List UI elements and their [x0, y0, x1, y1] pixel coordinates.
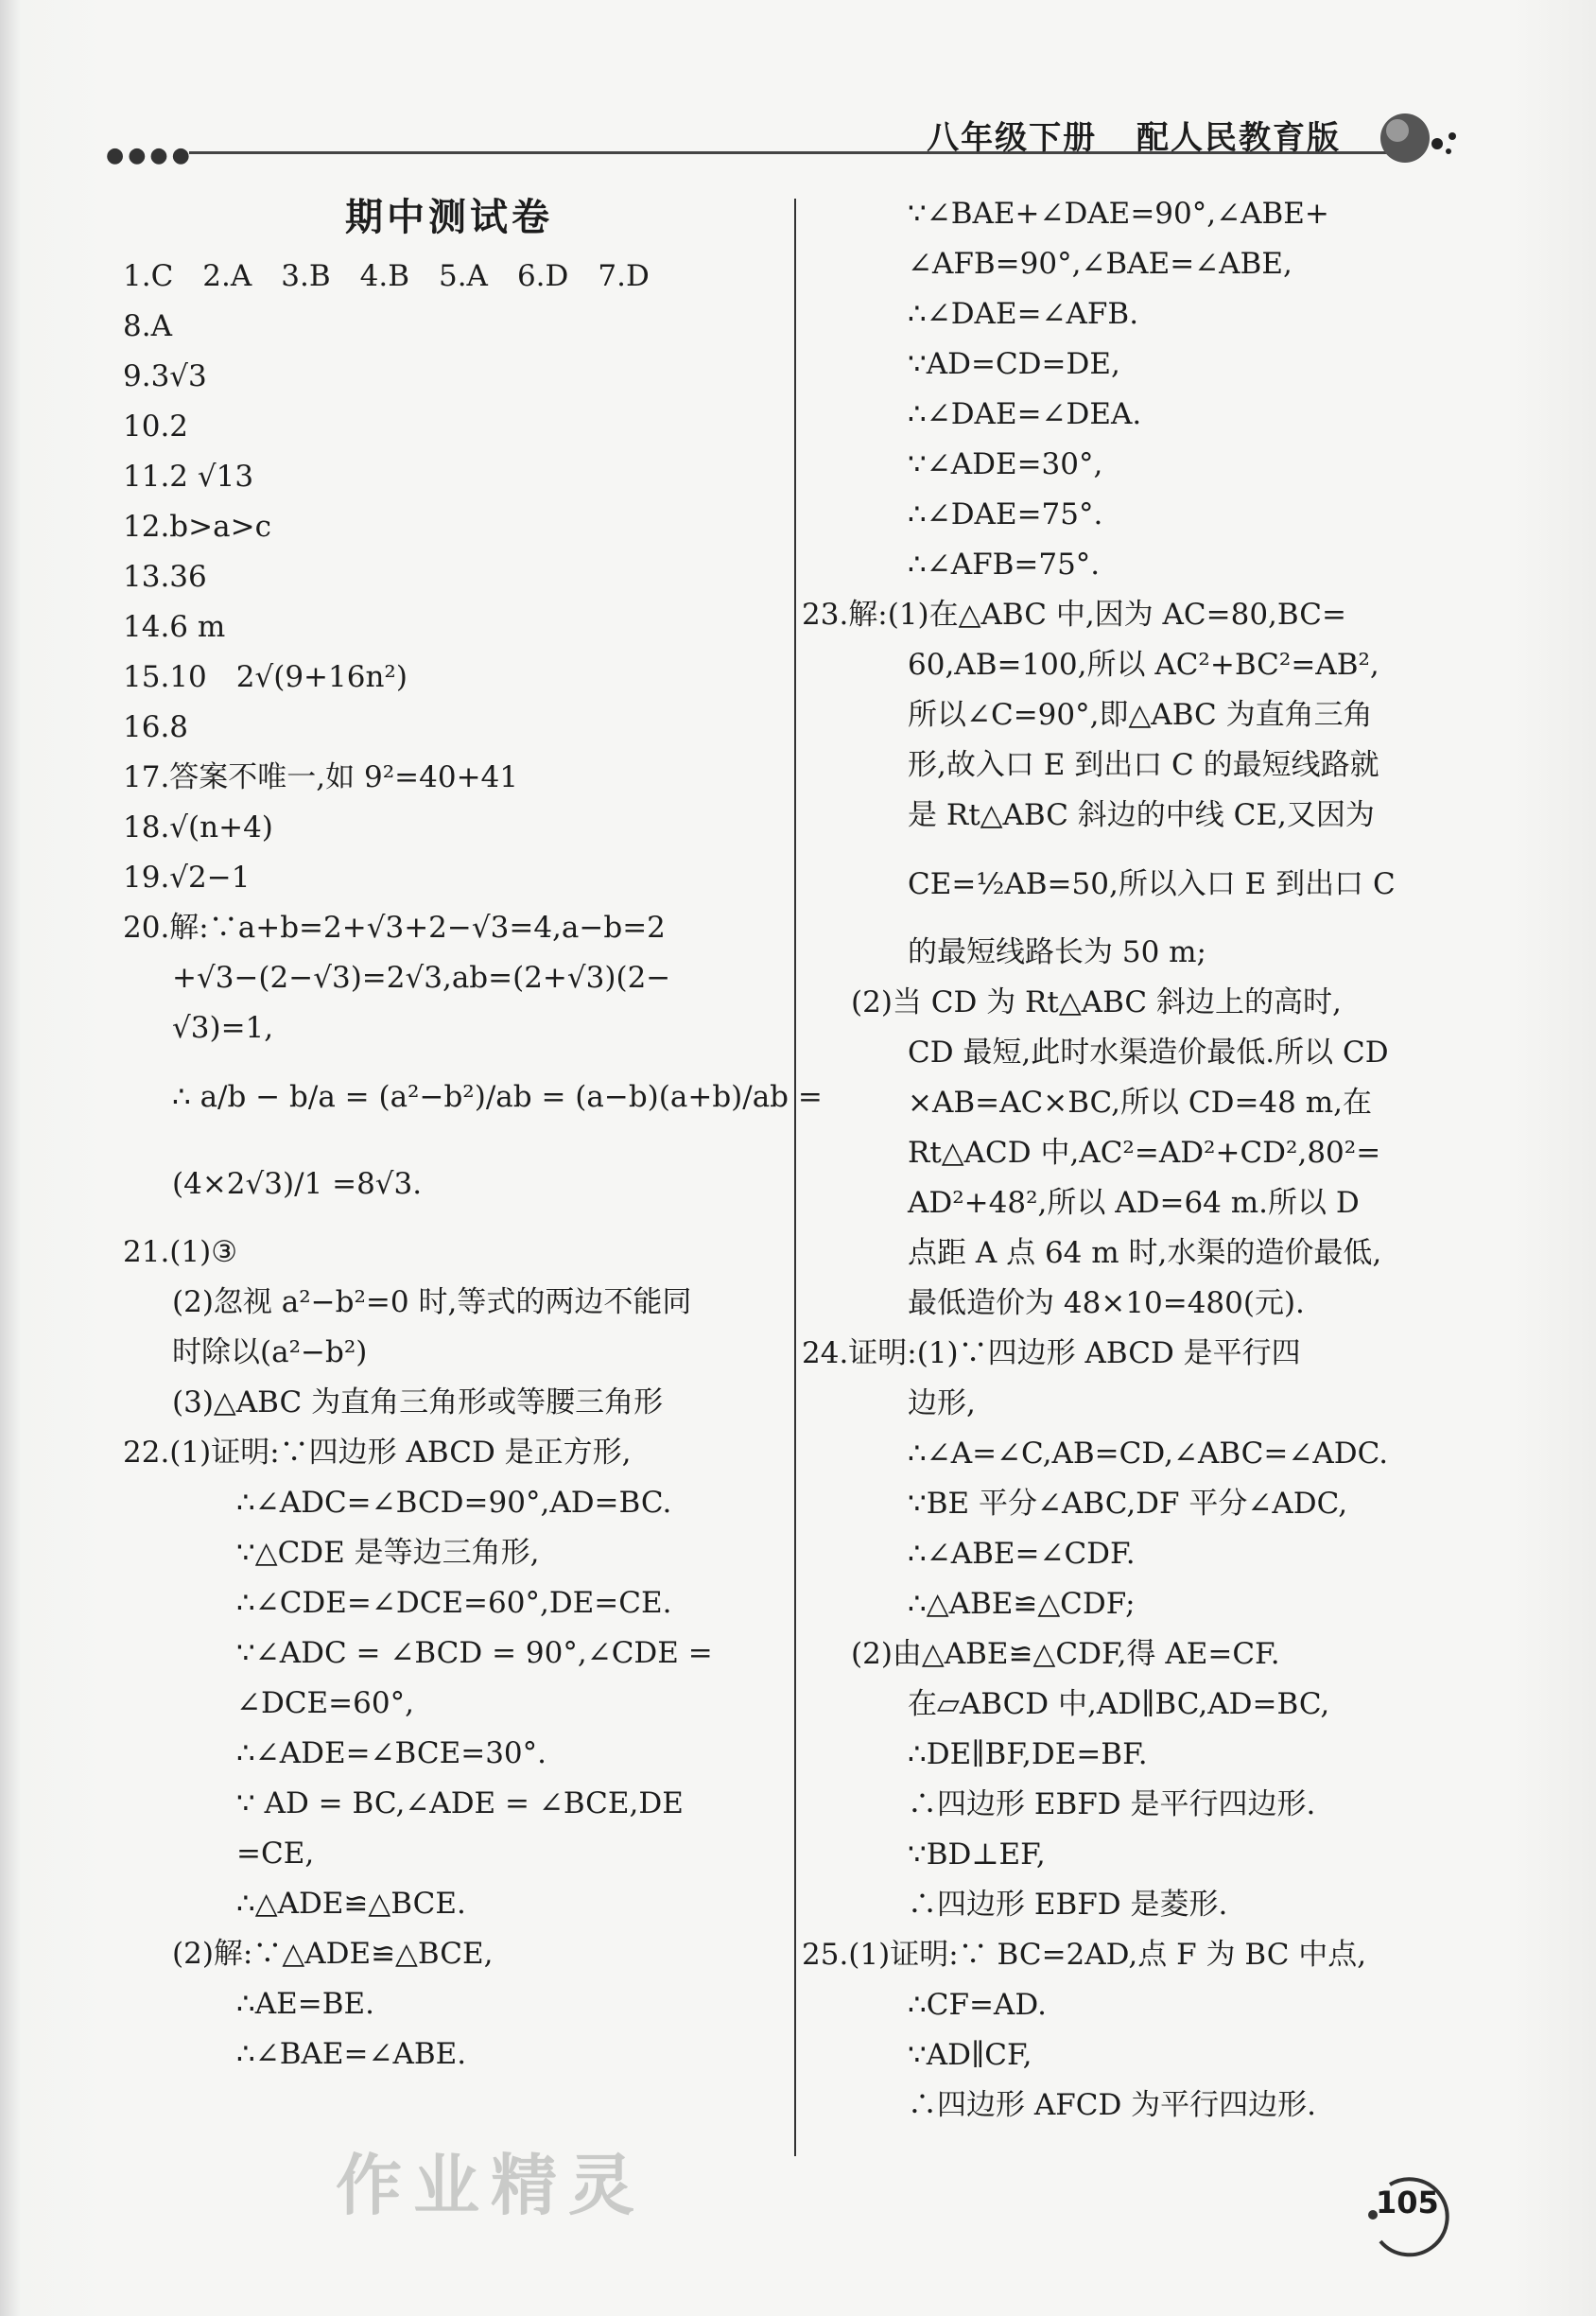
answer-line: √3)=1, [172, 1011, 274, 1045]
answer-line: ×AB=AC×BC,所以 CD=48 m,在 [908, 1086, 1372, 1120]
answer-line: 20.解:∵a+b=2+√3+2−√3=4,a−b=2 [123, 911, 666, 945]
answer-line: 21.(1)③ [123, 1235, 238, 1269]
answer-line: 形,故入口 E 到出口 C 的最短线路就 [908, 748, 1379, 782]
answer-line: ∵∠ADC = ∠BCD = 90°,∠CDE = [236, 1636, 713, 1670]
answer-line: (2)忽视 a²−b²=0 时,等式的两边不能同 [172, 1285, 692, 1319]
answer-line: (2)由△ABE≌△CDF,得 AE=CF. [851, 1637, 1280, 1671]
answer-line: ∴∠DAE=75°. [908, 497, 1103, 531]
right-column [802, 189, 1464, 2131]
answer-line: 边形, [908, 1386, 976, 1420]
answer-line: ∴∠ABE=∠CDF. [908, 1537, 1136, 1571]
column-divider [794, 199, 796, 2156]
fraction-line: CE=½AB=50,所以入口 E 到出口 C [908, 866, 1396, 901]
answer-line: 时除以(a²−b²) [172, 1335, 368, 1369]
answer-line: 是 Rt△ABC 斜边的中线 CE,又因为 [908, 798, 1375, 832]
answer-line: 14.6 m [123, 610, 226, 644]
answer-line: 9.3√3 [123, 359, 207, 393]
fraction-line: (4×2√3)/1 =8√3. [172, 1166, 423, 1201]
answer-line: ∴∠ADE=∠BCE=30°. [236, 1736, 546, 1770]
answer-line: ∵∠BAE+∠DAE=90°,∠ABE+ [908, 197, 1329, 231]
answer-line: 23.解:(1)在△ABC 中,因为 AC=80,BC= [802, 598, 1346, 632]
answer-line: 8.A [123, 309, 172, 343]
answer-line: ∵∠ADE=30°, [908, 447, 1103, 481]
fraction-line: ∴ a/b − b/a = (a²−b²)/ab = (a−b)(a+b)/ab = [172, 1079, 823, 1114]
answer-line: ∵BE 平分∠ABC,DF 平分∠ADC, [908, 1487, 1348, 1521]
page-title: 期中测试卷 [345, 195, 553, 239]
answer-line: 19.√2−1 [123, 861, 251, 895]
answer-line: ∴∠DAE=∠AFB. [908, 297, 1139, 331]
answer-line: ∵AD∥CF, [908, 2038, 1032, 2072]
answer-line: 15.10 2√(9+16n²) [123, 660, 408, 694]
answer-line: 最低造价为 48×10=480(元). [908, 1286, 1305, 1320]
answer-line: ∴AE=BE. [236, 1987, 374, 2021]
answer-line: 60,AB=100,所以 AC²+BC²=AB², [908, 648, 1379, 682]
answer-line: CD 最短,此时水渠造价最低.所以 CD [908, 1036, 1389, 1070]
answer-line: ∴四边形 EBFD 是菱形. [908, 1888, 1228, 1922]
header [900, 112, 1341, 158]
answer-line: Rt△ACD 中,AC²=AD²+CD²,80²= [908, 1136, 1381, 1170]
answer-line: 13.36 [123, 560, 207, 594]
header-dots: ●●●● [106, 144, 194, 167]
answer-line: ∴CF=AD. [908, 1988, 1047, 2022]
answer-line: =CE, [236, 1837, 315, 1871]
answer-line: 在▱ABCD 中,AD∥BC,AD=BC, [908, 1687, 1330, 1721]
answer-line: ∵BD⊥EF, [908, 1837, 1046, 1872]
header-grade: 八年级下册 [927, 119, 1098, 157]
answer-line: ∴∠BAE=∠ABE. [236, 2037, 467, 2071]
watermark: 作业精灵 [336, 2146, 646, 2224]
answer-line: ∴∠ADC=∠BCD=90°,AD=BC. [236, 1486, 672, 1520]
answer-line: 24.证明:(1)∵四边形 ABCD 是平行四 [802, 1336, 1301, 1370]
answer-line: 25.(1)证明:∵ BC=2AD,点 F 为 BC 中点, [802, 1938, 1367, 1972]
answer-line: 16.8 [123, 710, 189, 744]
answer-line: ∴四边形 AFCD 为平行四边形. [908, 2088, 1317, 2122]
answer-line: 18.√(n+4) [123, 810, 273, 845]
answer-line: 1.C 2.A 3.B 4.B 5.A 6.D 7.D [123, 259, 650, 293]
answer-line: ∴四边形 EBFD 是平行四边形. [908, 1787, 1316, 1821]
answer-line: ∴∠DAE=∠DEA. [908, 397, 1142, 431]
answer-line: ∴∠CDE=∠DCE=60°,DE=CE. [236, 1586, 672, 1620]
answer-line: 的最短线路长为 50 m; [908, 935, 1206, 969]
page-number: 105 [1376, 2185, 1439, 2220]
header-logo-icon [1369, 104, 1483, 170]
answer-line: ∵△CDE 是等边三角形, [236, 1536, 540, 1570]
answer-line: ∴∠A=∠C,AB=CD,∠ABC=∠ADC. [908, 1437, 1389, 1471]
answer-line: 11.2 √13 [123, 460, 254, 494]
answer-line: +√3−(2−√3)=2√3,ab=(2+√3)(2− [172, 961, 671, 995]
answer-line: 所以∠C=90°,即△ABC 为直角三角 [908, 698, 1373, 732]
answer-line: (2)当 CD 为 Rt△ABC 斜边上的高时, [851, 985, 1342, 1019]
answer-line: ∠DCE=60°, [236, 1686, 414, 1720]
answer-line: 17.答案不唯一,如 9²=40+41 [123, 760, 518, 794]
left-column [123, 189, 823, 2080]
answer-line: 22.(1)证明:∵四边形 ABCD 是正方形, [123, 1436, 632, 1470]
answer-line: AD²+48²,所以 AD=64 m.所以 D [908, 1186, 1360, 1220]
answer-line: 12.b>a>c [123, 510, 271, 544]
header-edition: 配人民教育版 [1136, 119, 1341, 157]
answer-line: (3)△ABC 为直角三角形或等腰三角形 [172, 1385, 664, 1419]
answer-line: ∴△ABE≌△CDF; [908, 1587, 1136, 1621]
answer-line: ∵ AD = BC,∠ADE = ∠BCE,DE [236, 1786, 684, 1820]
answer-line: 10.2 [123, 409, 189, 444]
answer-line: ∵AD=CD=DE, [908, 347, 1120, 381]
answer-line: ∠AFB=90°,∠BAE=∠ABE, [908, 247, 1292, 281]
answer-line: ∴△ADE≌△BCE. [236, 1887, 466, 1921]
answer-line: ∴DE∥BF,DE=BF. [908, 1737, 1148, 1771]
answer-line: 点距 A 点 64 m 时,水渠的造价最低, [908, 1236, 1382, 1270]
answer-line: ∴∠AFB=75°. [908, 548, 1101, 582]
answer-line: (2)解:∵△ADE≌△BCE, [172, 1937, 494, 1971]
